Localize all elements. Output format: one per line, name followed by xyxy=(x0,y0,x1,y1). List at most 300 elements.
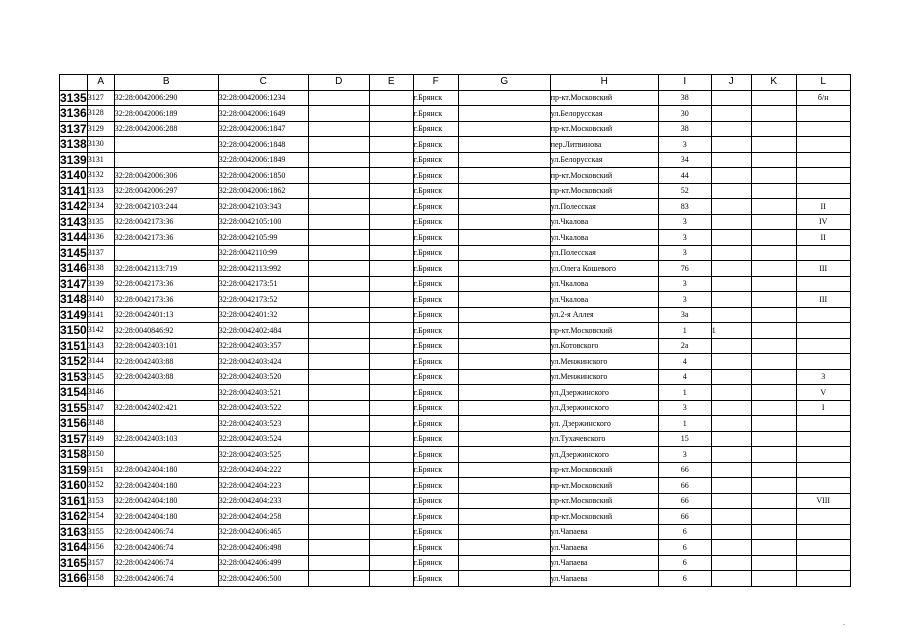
cell-b[interactable] xyxy=(114,245,218,261)
cell-d[interactable] xyxy=(308,323,369,339)
cell-j[interactable] xyxy=(711,555,751,571)
cell-b[interactable]: 32:28:0042173:36 xyxy=(114,230,218,246)
cell-b[interactable] xyxy=(114,385,218,401)
cell-b[interactable]: 32:28:0042402:421 xyxy=(114,400,218,416)
cell-j[interactable] xyxy=(711,230,751,246)
cell-k[interactable] xyxy=(751,385,796,401)
cell-a[interactable]: 3134 xyxy=(87,199,114,215)
row-number[interactable]: 3141 xyxy=(60,183,87,198)
cell-d[interactable] xyxy=(308,416,369,432)
cell-a[interactable]: 3130 xyxy=(87,137,114,153)
cell-a[interactable]: 3127 xyxy=(87,90,114,106)
cell-k[interactable] xyxy=(751,431,796,447)
cell-a[interactable]: 3131 xyxy=(87,152,114,168)
cell-d[interactable] xyxy=(308,555,369,571)
cell-c[interactable]: 32:28:0042110:99 xyxy=(218,245,308,261)
cell-a[interactable]: 3158 xyxy=(87,571,114,587)
cell-a[interactable]: 3143 xyxy=(87,338,114,354)
cell-h[interactable]: пр-кт.Московский xyxy=(550,493,658,509)
cell-e[interactable] xyxy=(369,183,413,199)
cell-i[interactable]: 66 xyxy=(658,509,711,525)
cell-l[interactable] xyxy=(796,354,850,370)
cell-l[interactable]: I xyxy=(796,400,850,416)
cell-b[interactable]: 32:28:0042173:36 xyxy=(114,276,218,292)
cell-d[interactable] xyxy=(308,385,369,401)
cell-i[interactable]: 76 xyxy=(658,261,711,277)
cell-e[interactable] xyxy=(369,571,413,587)
cell-c[interactable]: 32:28:0042105:100 xyxy=(218,214,308,230)
cell-d[interactable] xyxy=(308,524,369,540)
cell-c[interactable]: 32:28:0042403:357 xyxy=(218,338,308,354)
cell-b[interactable]: 32:28:0042006:306 xyxy=(114,168,218,184)
cell-b[interactable]: 32:28:0042404:180 xyxy=(114,493,218,509)
cell-a[interactable]: 3155 xyxy=(87,524,114,540)
cell-d[interactable] xyxy=(308,137,369,153)
cell-f[interactable]: г.Брянск xyxy=(413,214,458,230)
cell-h[interactable]: ул.Дзержинского xyxy=(550,385,658,401)
cell-a[interactable]: 3156 xyxy=(87,540,114,556)
column-header-l[interactable]: L xyxy=(796,75,850,91)
cell-l[interactable] xyxy=(796,571,850,587)
cell-k[interactable] xyxy=(751,323,796,339)
row-number[interactable]: 3142 xyxy=(60,199,87,214)
cell-l[interactable]: VIII xyxy=(796,493,850,509)
cell-c[interactable]: 32:28:0042006:1847 xyxy=(218,121,308,137)
cell-e[interactable] xyxy=(369,338,413,354)
cell-d[interactable] xyxy=(308,276,369,292)
cell-i[interactable]: 3 xyxy=(658,400,711,416)
cell-g[interactable] xyxy=(458,137,550,153)
cell-j[interactable] xyxy=(711,137,751,153)
cell-l[interactable]: III xyxy=(796,292,850,308)
cell-l[interactable]: III xyxy=(796,261,850,277)
cell-f[interactable]: г.Брянск xyxy=(413,121,458,137)
cell-a[interactable]: 3136 xyxy=(87,230,114,246)
cell-d[interactable] xyxy=(308,183,369,199)
cell-d[interactable] xyxy=(308,199,369,215)
cell-c[interactable]: 32:28:0042406:499 xyxy=(218,555,308,571)
cell-k[interactable] xyxy=(751,276,796,292)
cell-j[interactable] xyxy=(711,447,751,463)
cell-l[interactable] xyxy=(796,462,850,478)
cell-c[interactable]: 32:28:0042105:99 xyxy=(218,230,308,246)
cell-k[interactable] xyxy=(751,462,796,478)
cell-g[interactable] xyxy=(458,183,550,199)
cell-k[interactable] xyxy=(751,447,796,463)
cell-f[interactable]: г.Брянск xyxy=(413,509,458,525)
cell-f[interactable]: г.Брянск xyxy=(413,307,458,323)
cell-i[interactable]: 66 xyxy=(658,462,711,478)
cell-d[interactable] xyxy=(308,90,369,106)
row-number[interactable]: 3147 xyxy=(60,276,87,291)
corner-header[interactable] xyxy=(60,75,88,91)
row-number[interactable]: 3145 xyxy=(60,245,87,260)
cell-e[interactable] xyxy=(369,462,413,478)
cell-h[interactable]: ул.Чкалова xyxy=(550,276,658,292)
cell-c[interactable]: 32:28:0042404:258 xyxy=(218,509,308,525)
cell-b[interactable] xyxy=(114,137,218,153)
cell-e[interactable] xyxy=(369,90,413,106)
cell-g[interactable] xyxy=(458,121,550,137)
row-number[interactable]: 3166 xyxy=(60,571,87,586)
cell-i[interactable]: 3 xyxy=(658,276,711,292)
cell-l[interactable] xyxy=(796,307,850,323)
cell-f[interactable]: г.Брянск xyxy=(413,354,458,370)
cell-b[interactable]: 32:28:0042403:103 xyxy=(114,431,218,447)
cell-e[interactable] xyxy=(369,276,413,292)
cell-h[interactable]: пр-кт.Московский xyxy=(550,90,658,106)
cell-d[interactable] xyxy=(308,478,369,494)
cell-c[interactable]: 32:28:0042173:51 xyxy=(218,276,308,292)
cell-a[interactable]: 3140 xyxy=(87,292,114,308)
cell-d[interactable] xyxy=(308,493,369,509)
cell-g[interactable] xyxy=(458,571,550,587)
cell-e[interactable] xyxy=(369,493,413,509)
cell-f[interactable]: г.Брянск xyxy=(413,462,458,478)
cell-d[interactable] xyxy=(308,447,369,463)
cell-f[interactable]: г.Брянск xyxy=(413,540,458,556)
cell-k[interactable] xyxy=(751,369,796,385)
cell-j[interactable] xyxy=(711,493,751,509)
cell-e[interactable] xyxy=(369,307,413,323)
cell-i[interactable]: 66 xyxy=(658,478,711,494)
cell-h[interactable]: пр-кт.Московский xyxy=(550,462,658,478)
cell-h[interactable]: ул.Белорусская xyxy=(550,106,658,122)
cell-g[interactable] xyxy=(458,106,550,122)
cell-e[interactable] xyxy=(369,323,413,339)
column-header-a[interactable]: A xyxy=(87,75,114,91)
cell-g[interactable] xyxy=(458,555,550,571)
cell-k[interactable] xyxy=(751,571,796,587)
cell-i[interactable]: 3а xyxy=(658,307,711,323)
cell-l[interactable] xyxy=(796,509,850,525)
cell-f[interactable]: г.Брянск xyxy=(413,369,458,385)
column-header-g[interactable]: G xyxy=(458,75,550,91)
cell-j[interactable] xyxy=(711,199,751,215)
cell-f[interactable]: г.Брянск xyxy=(413,447,458,463)
cell-j[interactable] xyxy=(711,183,751,199)
cell-f[interactable]: г.Брянск xyxy=(413,431,458,447)
cell-k[interactable] xyxy=(751,307,796,323)
cell-j[interactable] xyxy=(711,400,751,416)
cell-c[interactable]: 32:28:0042006:1862 xyxy=(218,183,308,199)
cell-h[interactable]: ул.Чапаева xyxy=(550,524,658,540)
row-number[interactable]: 3151 xyxy=(60,338,87,353)
cell-j[interactable] xyxy=(711,245,751,261)
cell-j[interactable] xyxy=(711,462,751,478)
cell-f[interactable]: г.Брянск xyxy=(413,199,458,215)
cell-e[interactable] xyxy=(369,121,413,137)
cell-l[interactable] xyxy=(796,245,850,261)
cell-l[interactable] xyxy=(796,121,850,137)
cell-i[interactable]: 6 xyxy=(658,555,711,571)
cell-e[interactable] xyxy=(369,106,413,122)
cell-b[interactable]: 32:28:0042173:36 xyxy=(114,292,218,308)
cell-h[interactable]: ул.Котовского xyxy=(550,338,658,354)
cell-g[interactable] xyxy=(458,509,550,525)
cell-d[interactable] xyxy=(308,571,369,587)
cell-k[interactable] xyxy=(751,338,796,354)
cell-i[interactable]: 44 xyxy=(658,168,711,184)
cell-c[interactable]: 32:28:0042403:521 xyxy=(218,385,308,401)
cell-l[interactable] xyxy=(796,338,850,354)
cell-j[interactable]: 1 xyxy=(711,323,751,339)
cell-l[interactable] xyxy=(796,555,850,571)
cell-f[interactable]: г.Брянск xyxy=(413,152,458,168)
cell-k[interactable] xyxy=(751,400,796,416)
cell-g[interactable] xyxy=(458,400,550,416)
cell-a[interactable]: 3132 xyxy=(87,168,114,184)
cell-h[interactable]: пр-кт.Московский xyxy=(550,478,658,494)
cell-f[interactable]: г.Брянск xyxy=(413,168,458,184)
cell-k[interactable] xyxy=(751,524,796,540)
cell-k[interactable] xyxy=(751,478,796,494)
cell-f[interactable]: г.Брянск xyxy=(413,416,458,432)
cell-c[interactable]: 32:28:0042406:465 xyxy=(218,524,308,540)
cell-j[interactable] xyxy=(711,385,751,401)
cell-l[interactable] xyxy=(796,323,850,339)
row-number[interactable]: 3153 xyxy=(60,369,87,384)
cell-g[interactable] xyxy=(458,416,550,432)
cell-g[interactable] xyxy=(458,338,550,354)
cell-h[interactable]: ул.Полесская xyxy=(550,199,658,215)
cell-c[interactable]: 32:28:0042403:524 xyxy=(218,431,308,447)
cell-i[interactable]: 2а xyxy=(658,338,711,354)
cell-k[interactable] xyxy=(751,292,796,308)
cell-g[interactable] xyxy=(458,431,550,447)
cell-k[interactable] xyxy=(751,555,796,571)
cell-a[interactable]: 3153 xyxy=(87,493,114,509)
column-header-h[interactable]: H xyxy=(550,75,658,91)
cell-j[interactable] xyxy=(711,106,751,122)
cell-l[interactable] xyxy=(796,106,850,122)
cell-j[interactable] xyxy=(711,431,751,447)
row-number[interactable]: 3135 xyxy=(60,90,87,105)
cell-a[interactable]: 3133 xyxy=(87,183,114,199)
cell-j[interactable] xyxy=(711,478,751,494)
cell-d[interactable] xyxy=(308,121,369,137)
cell-c[interactable]: 32:28:0042406:500 xyxy=(218,571,308,587)
row-number[interactable]: 3139 xyxy=(60,152,87,167)
cell-k[interactable] xyxy=(751,354,796,370)
cell-c[interactable]: 32:28:0042403:525 xyxy=(218,447,308,463)
cell-a[interactable]: 3135 xyxy=(87,214,114,230)
cell-c[interactable]: 32:28:0042006:1849 xyxy=(218,152,308,168)
cell-e[interactable] xyxy=(369,168,413,184)
cell-j[interactable] xyxy=(711,354,751,370)
cell-k[interactable] xyxy=(751,106,796,122)
row-number[interactable]: 3140 xyxy=(60,168,87,183)
cell-b[interactable]: 32:28:0042113:719 xyxy=(114,261,218,277)
cell-i[interactable]: 1 xyxy=(658,385,711,401)
cell-f[interactable]: г.Брянск xyxy=(413,571,458,587)
row-number[interactable]: 3156 xyxy=(60,416,87,431)
cell-e[interactable] xyxy=(369,245,413,261)
cell-c[interactable]: 32:28:0042404:222 xyxy=(218,462,308,478)
cell-h[interactable]: ул.Дзержинского xyxy=(550,447,658,463)
row-number[interactable]: 3152 xyxy=(60,354,87,369)
cell-e[interactable] xyxy=(369,152,413,168)
cell-k[interactable] xyxy=(751,493,796,509)
cell-k[interactable] xyxy=(751,540,796,556)
cell-a[interactable]: 3146 xyxy=(87,385,114,401)
cell-a[interactable]: 3152 xyxy=(87,478,114,494)
cell-i[interactable]: 52 xyxy=(658,183,711,199)
row-number[interactable]: 3149 xyxy=(60,307,87,322)
cell-d[interactable] xyxy=(308,509,369,525)
row-number[interactable]: 3138 xyxy=(60,137,87,152)
cell-b[interactable]: 32:28:0042401:13 xyxy=(114,307,218,323)
cell-c[interactable]: 32:28:0042006:1234 xyxy=(218,90,308,106)
cell-k[interactable] xyxy=(751,416,796,432)
cell-i[interactable]: 1 xyxy=(658,416,711,432)
cell-a[interactable]: 3148 xyxy=(87,416,114,432)
cell-g[interactable] xyxy=(458,261,550,277)
cell-g[interactable] xyxy=(458,230,550,246)
cell-e[interactable] xyxy=(369,292,413,308)
cell-a[interactable]: 3144 xyxy=(87,354,114,370)
cell-c[interactable]: 32:28:0042402:484 xyxy=(218,323,308,339)
cell-d[interactable] xyxy=(308,462,369,478)
cell-h[interactable]: пр-кт.Московский xyxy=(550,509,658,525)
cell-h[interactable]: пр-кт.Московский xyxy=(550,183,658,199)
cell-f[interactable]: г.Брянск xyxy=(413,183,458,199)
cell-h[interactable]: ул. Дзержинского xyxy=(550,416,658,432)
cell-f[interactable]: г.Брянск xyxy=(413,400,458,416)
cell-f[interactable]: г.Брянск xyxy=(413,478,458,494)
cell-e[interactable] xyxy=(369,354,413,370)
column-header-k[interactable]: K xyxy=(751,75,796,91)
cell-d[interactable] xyxy=(308,106,369,122)
cell-f[interactable]: г.Брянск xyxy=(413,245,458,261)
cell-e[interactable] xyxy=(369,509,413,525)
cell-c[interactable]: 32:28:0042173:52 xyxy=(218,292,308,308)
cell-h[interactable]: ул.Чапаева xyxy=(550,555,658,571)
cell-i[interactable]: 15 xyxy=(658,431,711,447)
cell-j[interactable] xyxy=(711,307,751,323)
cell-e[interactable] xyxy=(369,555,413,571)
cell-h[interactable]: ул.Чкалова xyxy=(550,292,658,308)
cell-h[interactable]: пер.Литвинова xyxy=(550,137,658,153)
cell-j[interactable] xyxy=(711,90,751,106)
cell-g[interactable] xyxy=(458,354,550,370)
cell-d[interactable] xyxy=(308,354,369,370)
cell-i[interactable]: 66 xyxy=(658,493,711,509)
cell-j[interactable] xyxy=(711,524,751,540)
cell-k[interactable] xyxy=(751,199,796,215)
cell-j[interactable] xyxy=(711,571,751,587)
cell-f[interactable]: г.Брянск xyxy=(413,106,458,122)
cell-f[interactable]: г.Брянск xyxy=(413,524,458,540)
row-number[interactable]: 3162 xyxy=(60,509,87,524)
cell-d[interactable] xyxy=(308,168,369,184)
cell-l[interactable] xyxy=(796,152,850,168)
cell-d[interactable] xyxy=(308,431,369,447)
cell-e[interactable] xyxy=(369,540,413,556)
row-number[interactable]: 3160 xyxy=(60,478,87,493)
cell-g[interactable] xyxy=(458,199,550,215)
cell-i[interactable]: 3 xyxy=(658,214,711,230)
cell-b[interactable] xyxy=(114,416,218,432)
cell-c[interactable]: 32:28:0042401:32 xyxy=(218,307,308,323)
cell-h[interactable]: ул.Чапаева xyxy=(550,571,658,587)
cell-b[interactable]: 32:28:0042006:297 xyxy=(114,183,218,199)
column-header-j[interactable]: J xyxy=(711,75,751,91)
cell-k[interactable] xyxy=(751,183,796,199)
cell-c[interactable]: 32:28:0042403:520 xyxy=(218,369,308,385)
cell-b[interactable]: 32:28:0042406:74 xyxy=(114,555,218,571)
column-header-d[interactable]: D xyxy=(308,75,369,91)
cell-f[interactable]: г.Брянск xyxy=(413,292,458,308)
row-number[interactable]: 3157 xyxy=(60,431,87,446)
cell-l[interactable] xyxy=(796,137,850,153)
cell-i[interactable]: 38 xyxy=(658,90,711,106)
cell-j[interactable] xyxy=(711,214,751,230)
cell-l[interactable]: 3 xyxy=(796,369,850,385)
cell-f[interactable]: г.Брянск xyxy=(413,230,458,246)
row-number[interactable]: 3150 xyxy=(60,323,87,338)
cell-h[interactable]: пр-кт.Московский xyxy=(550,168,658,184)
cell-d[interactable] xyxy=(308,214,369,230)
cell-f[interactable]: г.Брянск xyxy=(413,385,458,401)
cell-k[interactable] xyxy=(751,168,796,184)
cell-e[interactable] xyxy=(369,214,413,230)
cell-d[interactable] xyxy=(308,540,369,556)
cell-i[interactable]: 6 xyxy=(658,540,711,556)
cell-h[interactable]: пр-кт.Московский xyxy=(550,323,658,339)
cell-b[interactable]: 32:28:0042006:189 xyxy=(114,106,218,122)
cell-j[interactable] xyxy=(711,509,751,525)
cell-a[interactable]: 3138 xyxy=(87,261,114,277)
cell-b[interactable]: 32:28:0042406:74 xyxy=(114,571,218,587)
cell-g[interactable] xyxy=(458,90,550,106)
row-number[interactable]: 3136 xyxy=(60,106,87,121)
cell-a[interactable]: 3139 xyxy=(87,276,114,292)
cell-c[interactable]: 32:28:0042103:343 xyxy=(218,199,308,215)
cell-f[interactable]: г.Брянск xyxy=(413,493,458,509)
cell-i[interactable]: 30 xyxy=(658,106,711,122)
cell-a[interactable]: 3150 xyxy=(87,447,114,463)
cell-h[interactable]: ул.Полесская xyxy=(550,245,658,261)
row-number[interactable]: 3164 xyxy=(60,540,87,555)
cell-d[interactable] xyxy=(308,245,369,261)
cell-b[interactable]: 32:28:0042006:290 xyxy=(114,90,218,106)
cell-a[interactable]: 3128 xyxy=(87,106,114,122)
cell-d[interactable] xyxy=(308,400,369,416)
cell-j[interactable] xyxy=(711,338,751,354)
cell-i[interactable]: 1 xyxy=(658,323,711,339)
cell-f[interactable]: г.Брянск xyxy=(413,261,458,277)
cell-i[interactable]: 4 xyxy=(658,354,711,370)
cell-e[interactable] xyxy=(369,524,413,540)
cell-l[interactable]: IV xyxy=(796,214,850,230)
cell-g[interactable] xyxy=(458,462,550,478)
cell-a[interactable]: 3151 xyxy=(87,462,114,478)
cell-k[interactable] xyxy=(751,137,796,153)
cell-i[interactable]: 3 xyxy=(658,137,711,153)
cell-j[interactable] xyxy=(711,261,751,277)
cell-h[interactable]: пр-кт.Московский xyxy=(550,121,658,137)
cell-g[interactable] xyxy=(458,524,550,540)
row-number[interactable]: 3143 xyxy=(60,214,87,229)
cell-l[interactable] xyxy=(796,524,850,540)
cell-b[interactable]: 32:28:0042006:288 xyxy=(114,121,218,137)
cell-g[interactable] xyxy=(458,292,550,308)
cell-b[interactable]: 32:28:0042403:101 xyxy=(114,338,218,354)
row-number[interactable]: 3154 xyxy=(60,385,87,400)
cell-g[interactable] xyxy=(458,540,550,556)
cell-e[interactable] xyxy=(369,137,413,153)
